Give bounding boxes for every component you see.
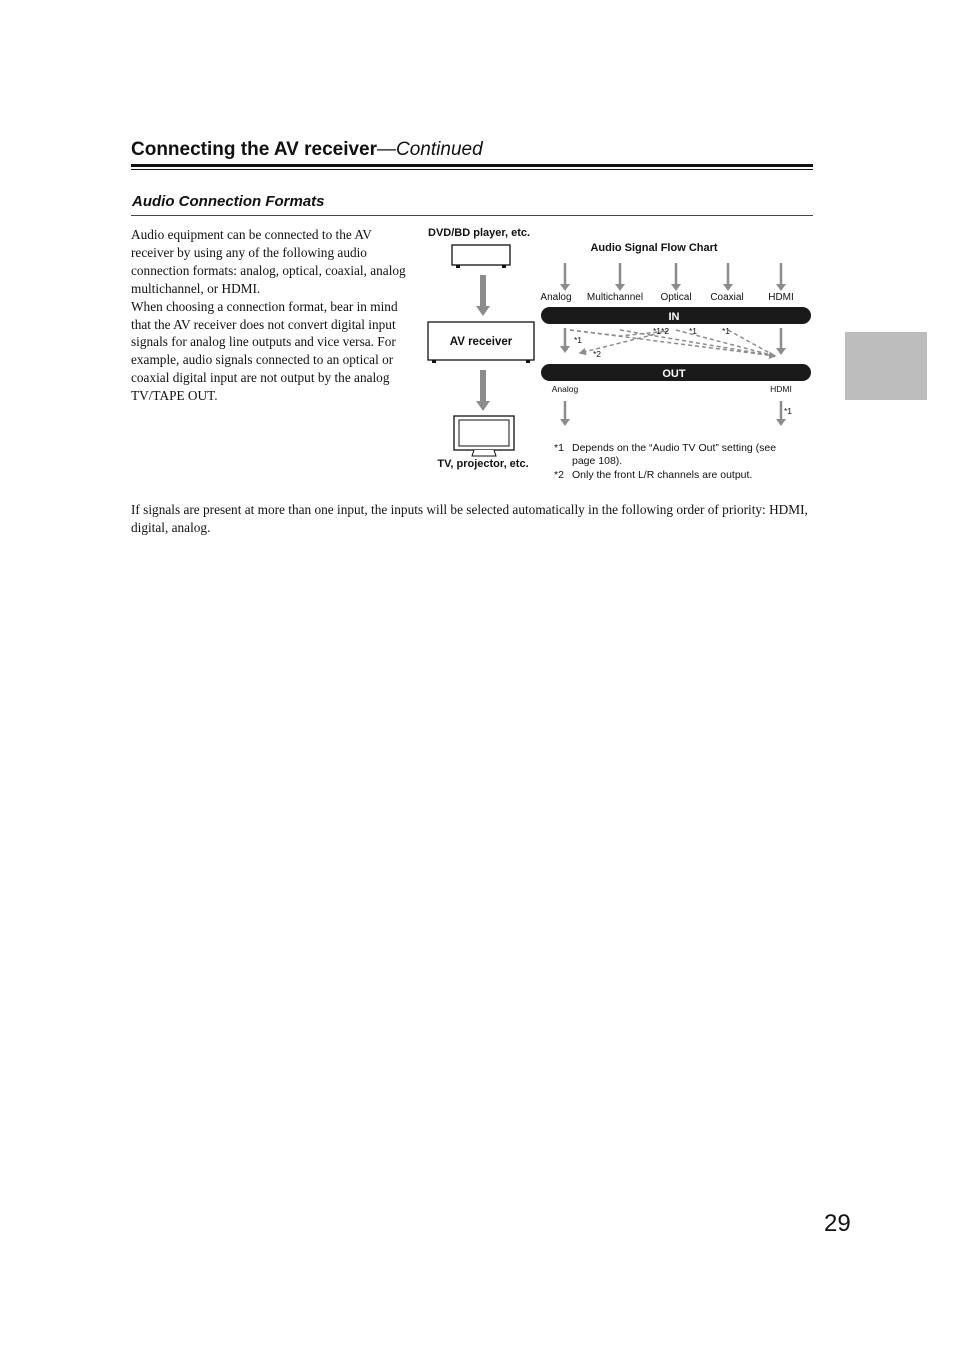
av-receiver-label: AV receiver [449,336,513,348]
chapter-side-tab [845,332,927,400]
input-label-hdmi: HDMI [768,292,794,303]
intro-paragraph-2: When choosing a connection format, bear in mind that the AV receiver does not convert digital input signals for analog line outputs and vice versa. For example, audio signals connected to an optical or coaxial digital input are not output by the analog TV/TAPE OUT. [131,298,398,404]
page-header-title [131,139,483,161]
footnote-1-text: Depends on the “Audio TV Out” setting (see [572,442,777,454]
input-label-coaxial: Coaxial [710,292,744,303]
section-rule [131,215,813,216]
receiver-foot-icon [526,360,530,363]
intro-paragraph-1: Audio equipment can be connected to the AV receiver by using any of the following audio connection formats: analog, optical, coaxial, analog multichannel, or HDMI. [131,227,406,296]
header-continued-text: —Continued [377,139,483,160]
header-rule-thin [131,169,813,170]
output-label-hdmi: HDMI [770,384,792,394]
header-rule [131,164,813,167]
output-arrows [560,401,786,426]
section-title: Audio Connection Formats [132,193,325,210]
coaxial-footnote-mark: *1 [722,326,731,336]
input-label-multichannel: Multichannel [586,292,644,303]
page-number: 29 [824,1210,851,1237]
optical-footnote-mark: *1 [689,326,698,336]
out-bar-label: OUT [662,368,686,380]
down-arrow-icon [476,275,490,316]
analog-footnote-mark-2: *2 [593,349,602,359]
analog-footnote-mark-1: *1 [574,335,583,345]
hdmi-out-footnote-mark: *1 [784,406,793,416]
multichannel-footnote-mark: *1*2 [653,326,670,336]
flow-chart-title: Audio Signal Flow Chart [590,242,718,254]
tv-icon [454,416,514,456]
down-arrow-icon [476,370,490,411]
footnote-2-text: Only the front L/R channels are output. [572,469,753,481]
input-arrows [560,263,786,291]
priority-paragraph: If signals are present at more than one input, the inputs will be selected automatically in the following order of priority: HDMI, digital, analog. [131,502,808,535]
display-device-label: TV, projector, etc. [437,458,529,470]
footnote-1-mark: *1 [554,442,564,454]
dvd-player-icon [452,245,510,268]
footnote-1-text-cont: page 108). [572,455,623,467]
audio-connection-diagram [420,220,820,490]
header-title-text: Connecting the AV receiver [131,139,378,160]
input-label-optical: Optical [660,292,692,303]
in-bar-label: IN [668,311,680,323]
footnote-2-mark: *2 [554,469,564,481]
receiver-foot-icon [432,360,436,363]
intro-text [131,226,413,405]
source-device-label: DVD/BD player, etc. [428,227,531,239]
output-label-analog: Analog [551,384,579,394]
input-label-analog: Analog [540,292,572,303]
